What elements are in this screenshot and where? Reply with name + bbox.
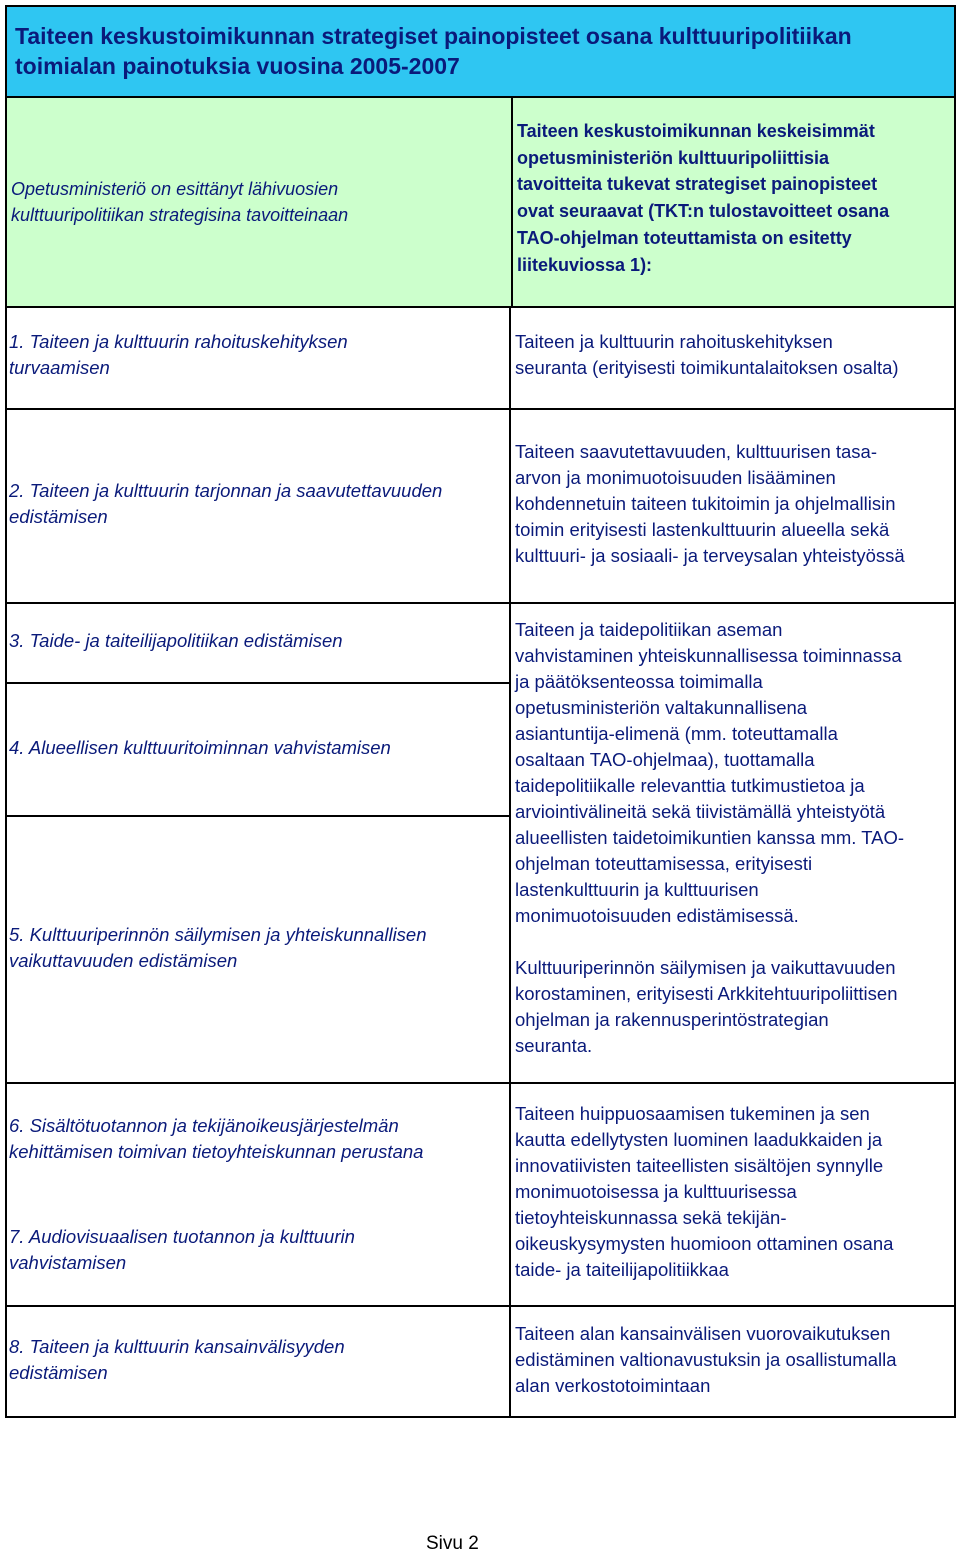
- title-banner: [5, 5, 956, 98]
- cell-line: tietoyhteiskunnassa sekä tekijän-: [515, 1207, 787, 1228]
- cell-line: 2. Taiteen ja kulttuurin tarjonnan ja saavutettavuuden: [9, 480, 443, 501]
- cell-line: ohjelman ja rakennusperintöstrategian: [515, 1009, 829, 1030]
- row8-right: [515, 1321, 955, 1399]
- title-line-1: Taiteen keskustoimikunnan strategiset painopisteet osana kulttuuripolitiikan: [15, 23, 852, 49]
- cell-line: ja päätöksenteossa toimimalla: [515, 671, 763, 692]
- row-divider: [5, 1082, 956, 1084]
- cell-line: monimuotoisuuden edistämisessä.: [515, 905, 799, 926]
- row6-left: [9, 1113, 507, 1165]
- cell-line: 6. Sisältötuotannon ja tekijänoikeusjärjestelmän: [9, 1115, 399, 1136]
- rows67-right: [515, 1101, 955, 1283]
- spacer: [515, 929, 955, 955]
- row3-left: [9, 628, 499, 654]
- cell-line: vahvistamisen: [9, 1252, 127, 1273]
- cell-line: Taiteen saavutettavuuden, kulttuurisen tasa-: [515, 441, 878, 462]
- cell-line: oikeuskysymysten huomioon ottaminen osana: [515, 1233, 894, 1254]
- cell-line: lastenkulttuurin ja kulttuurisen: [515, 879, 759, 900]
- cell-line: Taiteen ja taidepolitiikan aseman: [515, 619, 783, 640]
- cell-line: korostaminen, erityisesti Arkkitehtuuripoliittisen: [515, 983, 898, 1004]
- table-border-bottom: [5, 1416, 956, 1418]
- cell-line: arviointivälineitä sekä tiivistämällä yhteistyötä: [515, 801, 886, 822]
- cell-line: monimuotoisessa ja kulttuurisessa: [515, 1181, 797, 1202]
- page-number: Sivu 2: [426, 1533, 479, 1554]
- header-left-line: kulttuuripolitiikan strategisina tavoitteinaan: [11, 205, 349, 225]
- cell-line: taide- ja taiteilijapolitiikkaa: [515, 1259, 729, 1280]
- header-right-line: liitekuviossa 1):: [517, 254, 653, 275]
- cell-line: turvaamisen: [9, 357, 110, 378]
- row4-left: [9, 735, 499, 761]
- cell-line: asiantuntija-elimenä (mm. toteuttamalla: [515, 723, 838, 744]
- header-right-text: [517, 118, 955, 278]
- row1-left: [9, 329, 499, 381]
- row2-left: [9, 478, 507, 530]
- cell-line: 1. Taiteen ja kulttuurin rahoituskehityksen: [9, 331, 348, 352]
- row-divider: [5, 1305, 956, 1307]
- cell-line: edistäminen valtionavustuksin ja osallistumalla: [515, 1349, 897, 1370]
- rows345-right: [515, 617, 955, 1059]
- cell-line: Taiteen alan kansainvälisen vuorovaikutuksen: [515, 1323, 891, 1344]
- header-left-line: Opetusministeriö on esittänyt lähivuosien: [11, 179, 339, 199]
- row8-left: [9, 1334, 499, 1386]
- header-right-line: TAO-ohjelman toteuttamista on esitetty: [517, 227, 852, 248]
- header-right-line: Taiteen keskustoimikunnan keskeisimmät: [517, 121, 875, 141]
- cell-line: edistämisen: [9, 1362, 108, 1383]
- header-left-text: [11, 176, 501, 228]
- row-divider: [5, 815, 509, 817]
- cell-line: osaltaan TAO-ohjelmaa), tuottamalla: [515, 749, 815, 770]
- header-right-line: ovat seuraavat (TKT:n tulostavoitteet osana: [517, 201, 890, 222]
- cell-line: 4. Alueellisen kulttuuritoiminnan vahvistamisen: [9, 737, 391, 758]
- cell-line: 5. Kulttuuriperinnön säilymisen ja yhteiskunnallisen: [9, 924, 427, 945]
- row7-left: [9, 1224, 499, 1276]
- cell-line: kohdennetuin taiteen tukitoimin ja ohjelmallisin: [515, 493, 896, 514]
- cell-line: vaikuttavuuden edistämisen: [9, 950, 238, 971]
- cell-line: ohjelman toteuttamisessa, erityisesti: [515, 853, 813, 874]
- cell-line: Taiteen huippuosaamisen tukeminen ja sen: [515, 1103, 870, 1124]
- cell-line: 7. Audiovisuaalisen tuotannon ja kulttuurin: [9, 1226, 355, 1247]
- table-border-left: [5, 308, 7, 1418]
- cell-line: Taiteen ja kulttuurin rahoituskehityksen: [515, 331, 833, 352]
- cell-line: Kulttuuriperinnön säilymisen ja vaikuttavuuden: [515, 957, 896, 978]
- row2-right: [515, 439, 959, 569]
- cell-line: seuranta (erityisesti toimikuntalaitoksen osalta): [515, 357, 899, 378]
- cell-line: alueellisten taidetoimikuntien kanssa mm. TAO-: [515, 827, 905, 848]
- header-right-line: opetusministeriön kulttuuripoliittisia: [517, 147, 830, 168]
- row5-left: [9, 922, 499, 974]
- row-divider: [5, 408, 956, 410]
- row-divider: [5, 682, 509, 684]
- cell-line: kulttuuri- ja sosiaali- ja terveysalan yhteistyössä: [515, 545, 905, 566]
- header-row: [5, 98, 956, 308]
- cell-line: alan verkostotoimintaan: [515, 1375, 711, 1396]
- cell-line: taidepolitiikalle relevanttia tutkimustietoa ja: [515, 775, 865, 796]
- cell-line: 8. Taiteen ja kulttuurin kansainvälisyyden: [9, 1336, 345, 1357]
- cell-line: kehittämisen toimivan tietoyhteiskunnan perustana: [9, 1141, 424, 1162]
- row-divider: [5, 602, 956, 604]
- row1-right: [515, 329, 955, 381]
- column-divider: [511, 98, 513, 306]
- column-divider: [509, 308, 511, 1418]
- cell-line: opetusministeriön valtakunnallisena: [515, 697, 808, 718]
- cell-line: arvon ja monimuotoisuuden lisääminen: [515, 467, 836, 488]
- cell-line: vahvistaminen yhteiskunnallisessa toiminnassa: [515, 645, 902, 666]
- cell-line: seuranta.: [515, 1035, 593, 1056]
- header-right-line: tavoitteita tukevat strategiset painopisteet: [517, 174, 878, 195]
- cell-line: kautta edellytysten luominen laadukkaiden ja: [515, 1129, 883, 1150]
- cell-line: 3. Taide- ja taiteilijapolitiikan edistämisen: [9, 630, 343, 651]
- title-line-2: toimialan painotuksia vuosina 2005-2007: [15, 53, 460, 79]
- document-table: [5, 5, 956, 1396]
- cell-line: toimin erityisesti lastenkulttuurin alueella sekä: [515, 519, 890, 540]
- cell-line: innovatiivisten taiteellisten sisältöjen synnylle: [515, 1155, 884, 1176]
- cell-line: edistämisen: [9, 506, 108, 527]
